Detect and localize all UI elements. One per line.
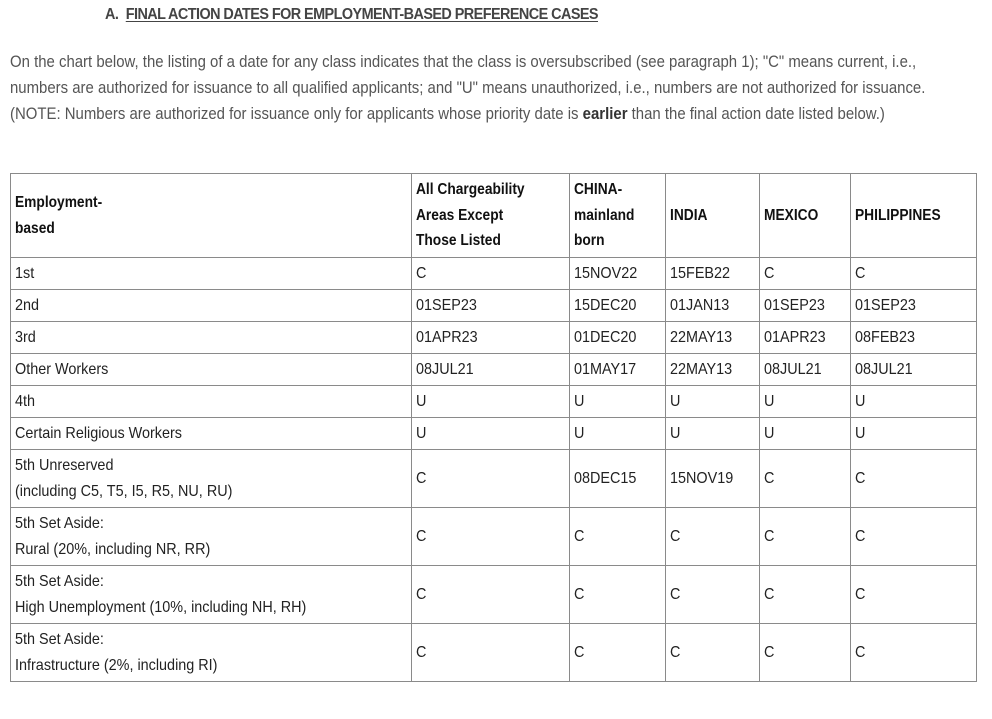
date-cell bbox=[412, 386, 570, 418]
column-header-line: PHILIPPINES bbox=[855, 206, 941, 224]
date-value: U bbox=[574, 424, 585, 442]
date-cell bbox=[570, 418, 666, 450]
date-cell bbox=[851, 258, 977, 290]
date-value: 01JAN13 bbox=[670, 296, 730, 314]
column-header-text bbox=[670, 203, 707, 229]
column-header-line: based bbox=[15, 219, 55, 237]
header-india bbox=[666, 174, 760, 258]
date-cell bbox=[570, 322, 666, 354]
date-value: C bbox=[416, 585, 427, 603]
date-cell bbox=[666, 354, 760, 386]
table-row bbox=[11, 418, 977, 450]
date-cell bbox=[851, 508, 977, 566]
row-label-cell bbox=[11, 258, 412, 290]
section-title: FINAL ACTION DATES FOR EMPLOYMENT-BASED PREFERENCE CASES bbox=[125, 6, 599, 23]
row-label bbox=[15, 325, 36, 351]
row-label bbox=[15, 421, 182, 447]
date-value: C bbox=[416, 643, 427, 661]
date-value: C bbox=[670, 585, 681, 603]
column-header-line: All Chargeability bbox=[416, 181, 525, 199]
date-cell bbox=[760, 508, 851, 566]
row-label-line: 5th Set Aside: bbox=[15, 630, 104, 648]
row-label-line: 4th bbox=[15, 392, 36, 410]
row-label-line: (including C5, T5, I5, R5, NU, RU) bbox=[15, 482, 233, 500]
date-value: U bbox=[416, 392, 427, 410]
date-cell bbox=[412, 354, 570, 386]
column-header-line: Areas Except bbox=[416, 206, 504, 224]
table-row bbox=[11, 386, 977, 418]
row-label-line: 5th Unreserved bbox=[15, 456, 114, 474]
date-cell bbox=[412, 290, 570, 322]
row-label-cell bbox=[11, 450, 412, 508]
table-row bbox=[11, 290, 977, 322]
date-cell bbox=[666, 258, 760, 290]
row-label bbox=[15, 261, 34, 287]
date-value: 08JUL21 bbox=[764, 360, 822, 378]
date-cell bbox=[760, 290, 851, 322]
row-label bbox=[15, 389, 35, 415]
date-value: C bbox=[855, 469, 866, 487]
date-value: 01MAY17 bbox=[574, 360, 637, 378]
column-header-text bbox=[574, 177, 634, 254]
row-label bbox=[15, 357, 108, 383]
date-cell bbox=[666, 418, 760, 450]
date-value: C bbox=[855, 643, 866, 661]
date-cell bbox=[760, 566, 851, 624]
row-label-line: 5th Set Aside: bbox=[15, 514, 104, 532]
table-row bbox=[11, 624, 977, 682]
column-header-text bbox=[15, 190, 102, 241]
row-label-line: 2nd bbox=[15, 296, 40, 314]
date-cell bbox=[570, 354, 666, 386]
date-value: 01SEP23 bbox=[855, 296, 916, 314]
date-cell bbox=[412, 450, 570, 508]
date-cell bbox=[760, 624, 851, 682]
date-value: 08JUL21 bbox=[855, 360, 913, 378]
row-label bbox=[15, 453, 232, 505]
date-value: C bbox=[764, 643, 775, 661]
table-row bbox=[11, 354, 977, 386]
column-header-line: mainland bbox=[574, 206, 635, 224]
column-header-line: Employment- bbox=[15, 194, 103, 211]
intro-bold-word: earlier bbox=[582, 104, 628, 123]
column-header-line: Those Listed bbox=[416, 232, 501, 250]
date-cell bbox=[666, 566, 760, 624]
row-label-line: Other Workers bbox=[15, 360, 109, 378]
column-header-text bbox=[855, 203, 941, 229]
date-value: 22MAY13 bbox=[670, 328, 733, 346]
date-value: 01APR23 bbox=[764, 328, 826, 346]
row-label-line: Infrastructure (2%, including RI) bbox=[15, 656, 218, 674]
date-cell bbox=[412, 566, 570, 624]
date-cell bbox=[760, 386, 851, 418]
date-cell bbox=[570, 508, 666, 566]
row-label-cell bbox=[11, 508, 412, 566]
date-cell bbox=[851, 322, 977, 354]
date-value: 08DEC15 bbox=[574, 469, 637, 487]
date-cell bbox=[666, 322, 760, 354]
column-header-text bbox=[416, 177, 525, 254]
header-china bbox=[570, 174, 666, 258]
row-label-cell bbox=[11, 322, 412, 354]
column-header-line: born bbox=[574, 232, 605, 250]
row-label-cell bbox=[11, 386, 412, 418]
date-cell bbox=[666, 508, 760, 566]
header-mexico bbox=[760, 174, 851, 258]
intro-text-after: than the final action date listed below.) bbox=[627, 104, 885, 123]
date-cell bbox=[412, 322, 570, 354]
row-label-line: Certain Religious Workers bbox=[15, 424, 182, 442]
date-cell bbox=[570, 566, 666, 624]
date-value: 15FEB22 bbox=[670, 264, 731, 282]
intro-text-before: On the chart below, the listing of a date for any class indicates that the class is oversubscribed (see paragraph 1); "C" means current, i.e., numbers are authorized for issuance to all qualified applicants; and "U" means unauthorized, i.e., numbers are not authorized for issuance. (NOTE: Numbers are authorized for issuance only for applicants whose priority date is bbox=[10, 53, 926, 123]
date-value: C bbox=[764, 585, 775, 603]
date-value: 01SEP23 bbox=[416, 296, 477, 314]
date-value: C bbox=[574, 643, 585, 661]
column-header-line: INDIA bbox=[670, 206, 708, 224]
column-header-line: MEXICO bbox=[764, 206, 819, 224]
date-cell bbox=[851, 418, 977, 450]
date-value: U bbox=[416, 424, 427, 442]
date-value: U bbox=[855, 424, 866, 442]
date-cell bbox=[666, 386, 760, 418]
date-cell bbox=[570, 258, 666, 290]
date-cell bbox=[760, 258, 851, 290]
date-value: U bbox=[855, 392, 866, 410]
header-philippines bbox=[851, 174, 977, 258]
date-value: C bbox=[670, 643, 681, 661]
date-value: 01SEP23 bbox=[764, 296, 825, 314]
column-header-text bbox=[764, 203, 818, 229]
date-cell bbox=[666, 290, 760, 322]
row-label-cell bbox=[11, 354, 412, 386]
date-cell bbox=[851, 354, 977, 386]
date-cell bbox=[851, 450, 977, 508]
date-value: C bbox=[855, 585, 866, 603]
date-value: C bbox=[855, 527, 866, 545]
date-cell bbox=[412, 508, 570, 566]
date-value: U bbox=[764, 392, 775, 410]
date-cell bbox=[851, 566, 977, 624]
row-label-line: High Unemployment (10%, including NH, RH) bbox=[15, 598, 307, 616]
date-value: 08FEB23 bbox=[855, 328, 916, 346]
date-value: U bbox=[574, 392, 585, 410]
date-cell bbox=[760, 450, 851, 508]
date-value: 22MAY13 bbox=[670, 360, 733, 378]
date-value: C bbox=[670, 527, 681, 545]
row-label bbox=[15, 511, 210, 563]
table-body bbox=[11, 258, 977, 682]
date-value: C bbox=[764, 264, 775, 282]
date-value: 01APR23 bbox=[416, 328, 478, 346]
date-cell bbox=[760, 322, 851, 354]
date-value: 01DEC20 bbox=[574, 328, 637, 346]
table-header-row bbox=[11, 174, 977, 258]
date-cell bbox=[851, 386, 977, 418]
section-heading bbox=[105, 6, 598, 24]
intro-paragraph bbox=[10, 50, 951, 127]
date-value: C bbox=[416, 469, 427, 487]
date-value: C bbox=[855, 264, 866, 282]
row-label-line: 3rd bbox=[15, 328, 36, 346]
date-value: U bbox=[764, 424, 775, 442]
date-cell bbox=[570, 450, 666, 508]
row-label-cell bbox=[11, 290, 412, 322]
date-cell bbox=[760, 354, 851, 386]
date-value: 08JUL21 bbox=[416, 360, 474, 378]
date-value: U bbox=[670, 424, 681, 442]
date-value: U bbox=[670, 392, 681, 410]
date-cell bbox=[666, 624, 760, 682]
final-action-dates-table bbox=[10, 173, 977, 682]
date-cell bbox=[570, 624, 666, 682]
date-value: 15NOV22 bbox=[574, 264, 638, 282]
table-row bbox=[11, 258, 977, 290]
table-row bbox=[11, 566, 977, 624]
date-cell bbox=[760, 418, 851, 450]
date-cell bbox=[666, 450, 760, 508]
date-value: C bbox=[574, 527, 585, 545]
row-label-cell bbox=[11, 624, 412, 682]
date-value: 15DEC20 bbox=[574, 296, 637, 314]
date-cell bbox=[412, 418, 570, 450]
date-value: C bbox=[574, 585, 585, 603]
column-header-line: CHINA- bbox=[574, 181, 623, 199]
header-employment-based bbox=[11, 174, 412, 258]
row-label-line: Rural (20%, including NR, RR) bbox=[15, 540, 211, 558]
date-value: 15NOV19 bbox=[670, 469, 734, 487]
date-value: C bbox=[416, 264, 427, 282]
row-label bbox=[15, 627, 217, 679]
row-label bbox=[15, 293, 39, 319]
date-value: C bbox=[764, 469, 775, 487]
date-cell bbox=[851, 290, 977, 322]
header-all-chargeability bbox=[412, 174, 570, 258]
row-label-line: 1st bbox=[15, 264, 35, 282]
date-cell bbox=[412, 624, 570, 682]
date-cell bbox=[412, 258, 570, 290]
row-label bbox=[15, 569, 306, 621]
row-label-cell bbox=[11, 566, 412, 624]
date-value: C bbox=[416, 527, 427, 545]
row-label-cell bbox=[11, 418, 412, 450]
date-cell bbox=[851, 624, 977, 682]
table-row bbox=[11, 450, 977, 508]
date-cell bbox=[570, 386, 666, 418]
table-row bbox=[11, 508, 977, 566]
table-row bbox=[11, 322, 977, 354]
section-number: A. bbox=[105, 6, 119, 23]
date-cell bbox=[570, 290, 666, 322]
row-label-line: 5th Set Aside: bbox=[15, 572, 104, 590]
date-value: C bbox=[764, 527, 775, 545]
